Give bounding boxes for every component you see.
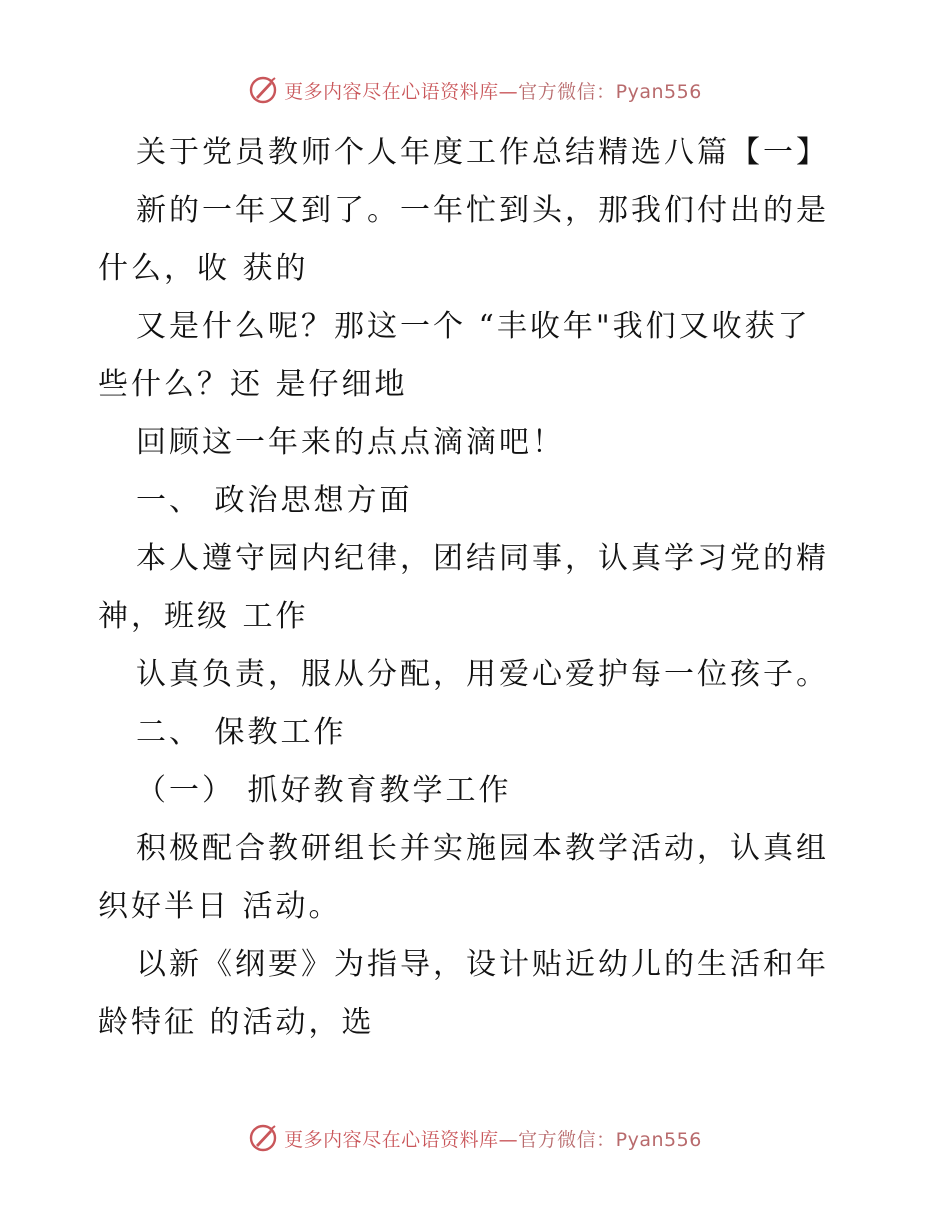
quill-pen-logo-icon (248, 75, 278, 105)
footer-banner-main: 更多内容尽在心语资料库— (284, 1128, 519, 1151)
header-banner (0, 70, 950, 110)
paragraph-line: 回顾这一年来的点点滴滴吧！ (136, 425, 565, 460)
paragraph-line: 积极配合教研组长并实施园本教学活动，认真组 (136, 831, 829, 866)
header-banner-text (284, 77, 702, 104)
section-heading: 一、 政治思想方面 (136, 483, 413, 518)
quill-pen-logo-icon (248, 1123, 278, 1153)
paragraph-line: 神，班级 工作 (98, 599, 309, 634)
section-heading: 二、 保教工作 (136, 715, 347, 750)
paragraph-line: 以新《纲要》为指导，设计贴近幼儿的生活和年 (136, 947, 829, 982)
document-title: 关于党员教师个人年度工作总结精选八篇【一】 (136, 135, 829, 170)
paragraph-line: 认真负责，服从分配，用爱心爱护每一位孩子。 (136, 657, 829, 692)
paragraph-line: 龄特征 的活动，选 (98, 1005, 375, 1040)
paragraph-line: 新的一年又到了。一年忙到头，那我们付出的是 (136, 193, 829, 228)
document-body (98, 124, 858, 1052)
header-banner-main: 更多内容尽在心语资料库— (284, 80, 519, 103)
paragraph-line: 又是什么呢？那这一个 “丰收年"我们又收获了 (136, 309, 811, 344)
paragraph-line: 些什么？还 是仔细地 (98, 367, 408, 402)
subsection-heading: （一） 抓好教育教学工作 (136, 773, 512, 808)
paragraph-line: 织好半日 活动。 (98, 889, 342, 924)
footer-banner (0, 1118, 950, 1158)
footer-banner-wechat: 官方微信：Pyan556 (518, 1128, 702, 1151)
footer-banner-text (284, 1125, 702, 1152)
paragraph-line: 本人遵守园内纪律，团结同事，认真学习党的精 (136, 541, 829, 576)
header-banner-wechat: 官方微信：Pyan556 (518, 80, 702, 103)
paragraph-line: 什么，收 获的 (98, 251, 309, 286)
